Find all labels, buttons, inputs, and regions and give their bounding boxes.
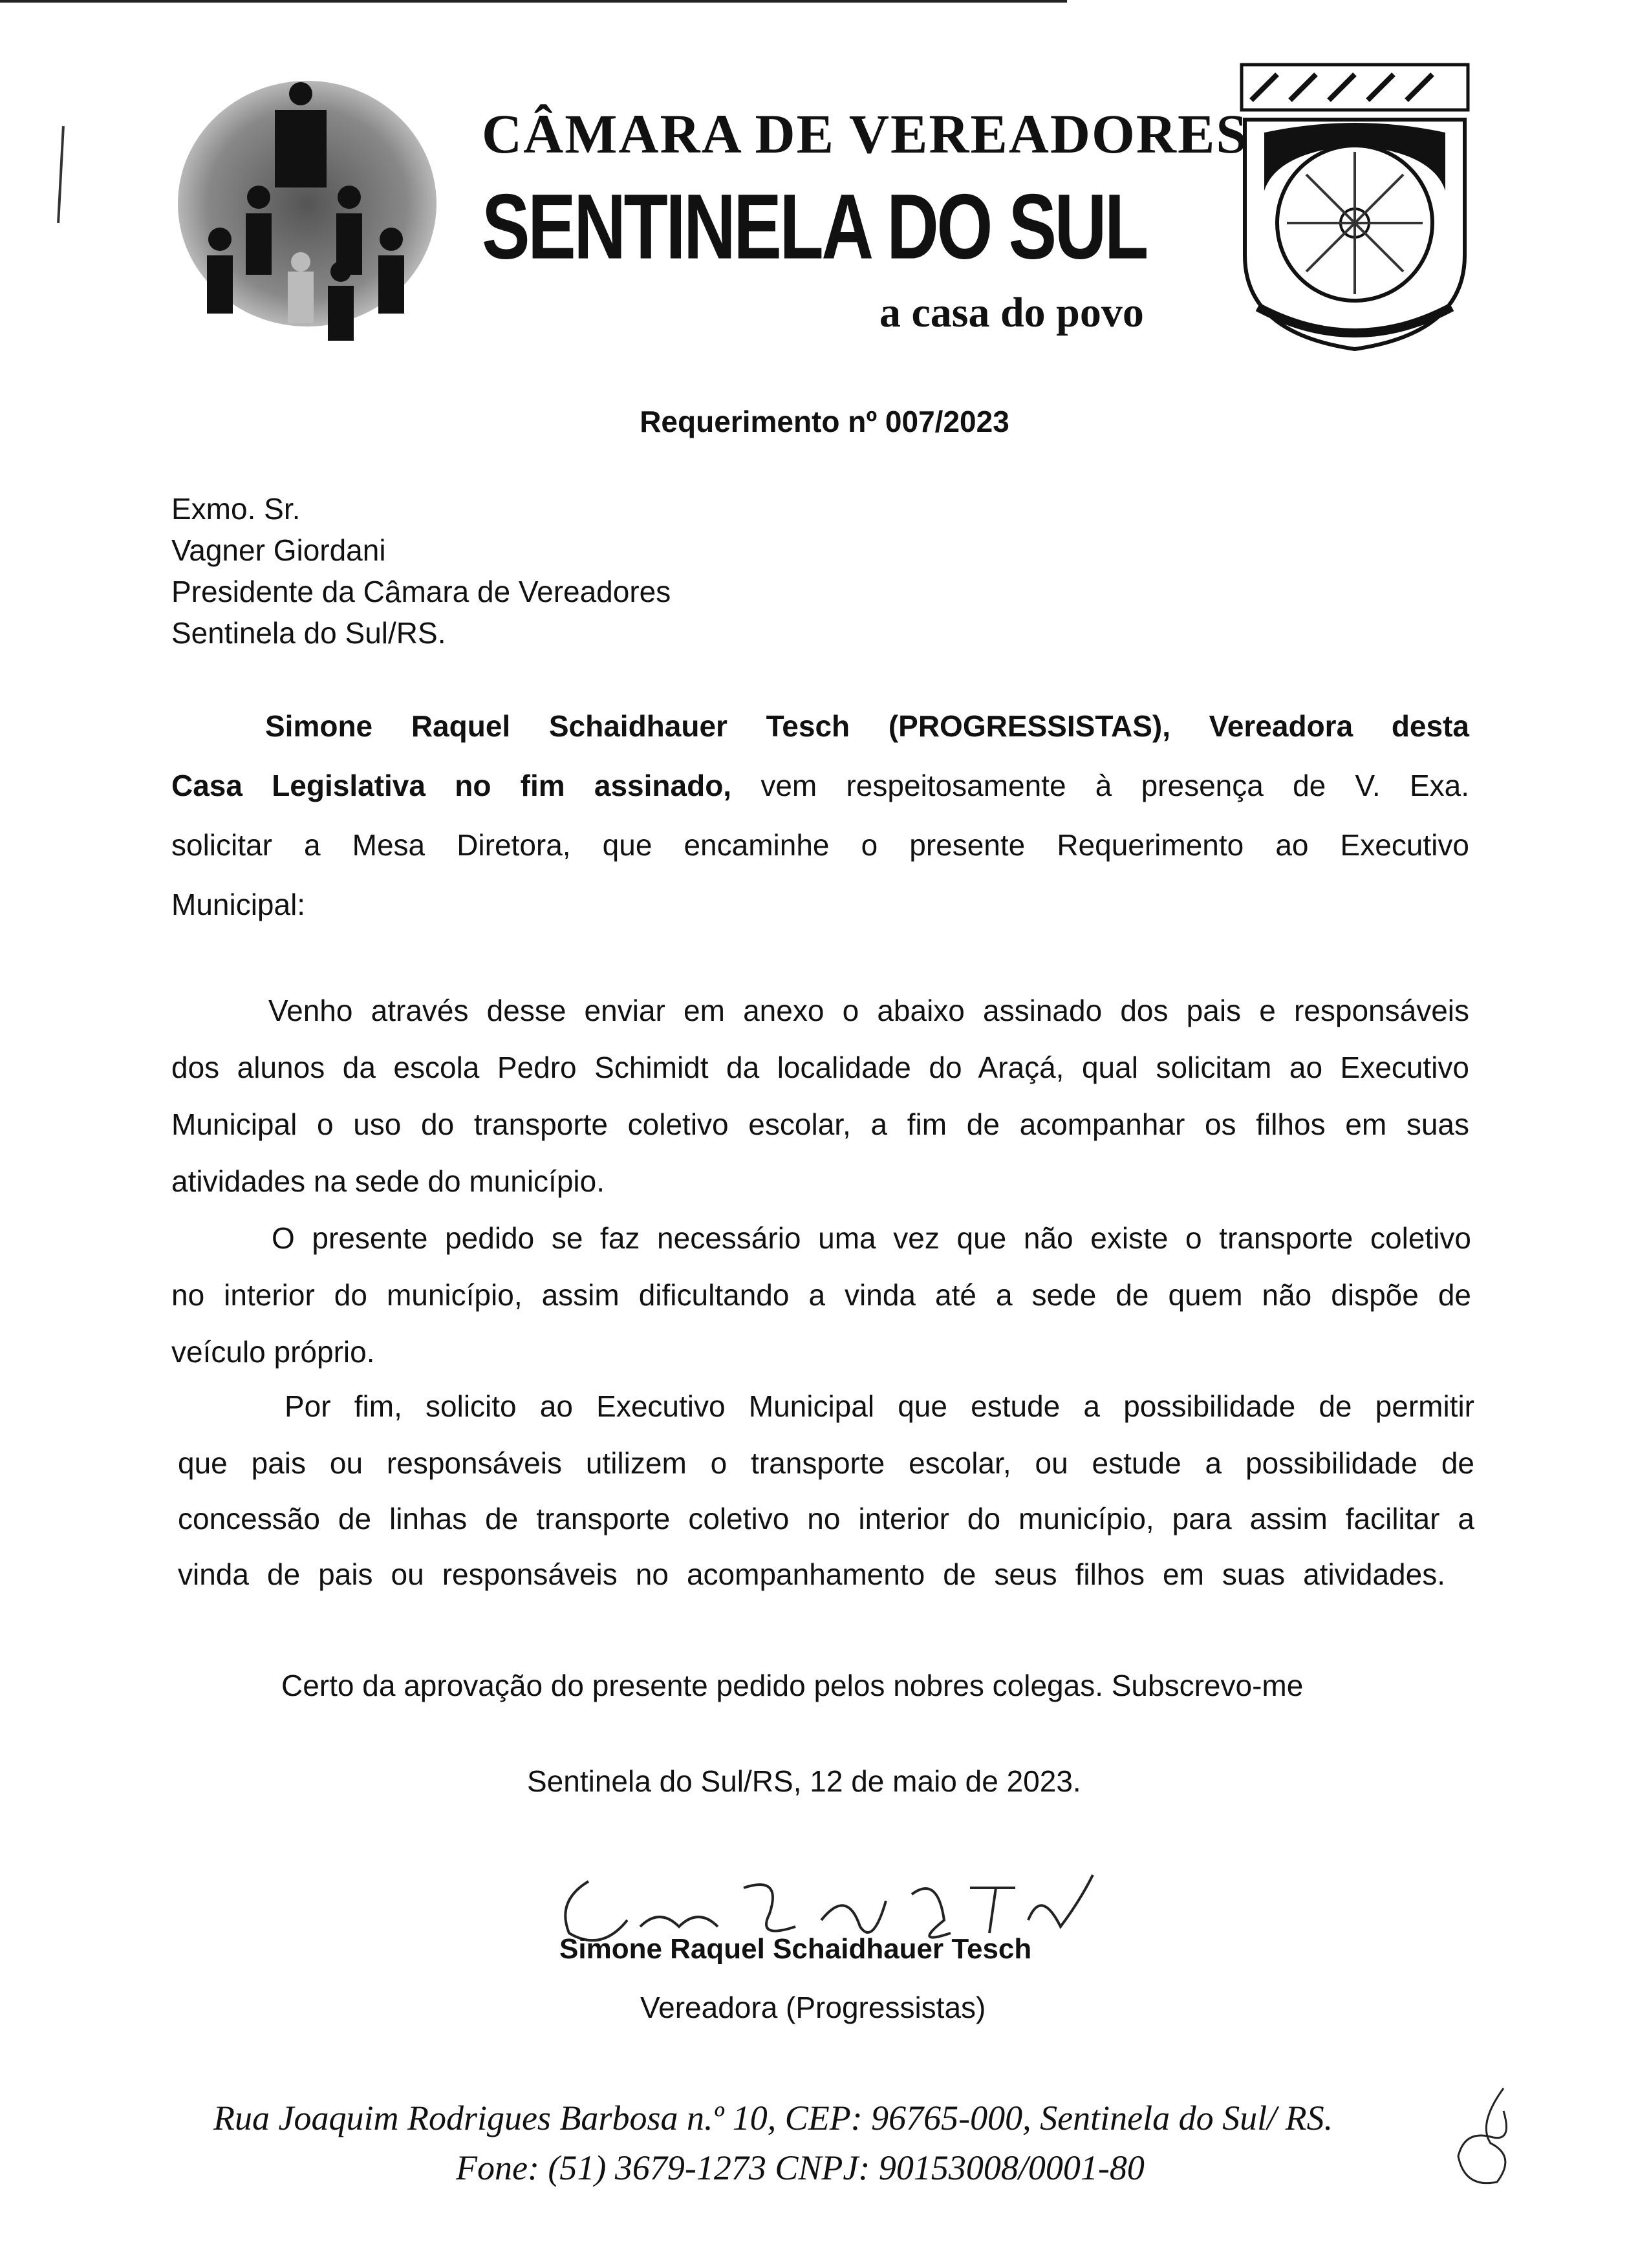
closing-line: Certo da aprovação do presente pedido pelos nobres colegas. Subscrevo-me — [281, 1669, 1304, 1702]
header-line2: SENTINELA DO SUL — [482, 174, 1147, 279]
footer-contact: Fone: (51) 3679-1273 CNPJ: 90153008/0001-80 — [456, 2148, 1145, 2187]
header-line1: CÂMARA DE VEREADORES — [482, 103, 1249, 165]
paragraph-line: Municipal: — [171, 888, 306, 921]
author-bold: Casa Legislativa no fim assinado, — [171, 769, 732, 802]
signatory-role: Vereadora (Progressistas) — [640, 1991, 986, 2024]
addressee-line: Sentinela do Sul/RS. — [171, 616, 446, 650]
municipal-crest — [1238, 61, 1471, 352]
paragraph-line — [265, 709, 1469, 744]
header-tagline: a casa do povo — [879, 289, 1144, 336]
chamber-logo — [171, 78, 443, 343]
addressee-line: Vagner Giordani — [171, 533, 386, 567]
author-bold: Simone Raquel Schaidhauer Tesch (PROGRESSISTAS), Vereadora desta — [265, 709, 1469, 743]
paragraph-line: solicitar a Mesa Diretora, que encaminhe o presente Requerimento ao Executivo — [171, 828, 1469, 862]
paragraph-line: no interior do município, assim dificultando a vinda até a sede de quem não dispõe de — [171, 1278, 1471, 1312]
paragraph-line: concessão de linhas de transporte coletivo no interior do município, para assim facilitar a — [178, 1502, 1474, 1535]
paragraph-line: que pais ou responsáveis utilizem o transporte escolar, ou estude a possibilidade de — [178, 1446, 1474, 1480]
text: vem respeitosamente à presença de V. Exa. — [731, 769, 1469, 802]
addressee-line: Exmo. Sr. — [171, 492, 301, 526]
paragraph-line: O presente pedido se faz necessário uma vez que não existe o transporte coletivo — [272, 1221, 1471, 1255]
paragraph-line: atividades na sede do município. — [171, 1164, 605, 1198]
footer-address: Rua Joaquim Rodrigues Barbosa n.º 10, CEP: 96765-000, Sentinela do Sul/ RS. — [213, 2099, 1333, 2137]
paragraph-line: Municipal o uso do transporte coletivo escolar, a fim de acompanhar os filhos em suas — [171, 1107, 1469, 1141]
paragraph-line: Venho através desse enviar em anexo o abaixo assinado dos pais e responsáveis — [268, 994, 1469, 1027]
initials-mark — [1452, 2085, 1523, 2195]
scan-border — [0, 0, 1067, 3]
scan-mark — [57, 126, 65, 223]
paragraph-line: veículo próprio. — [171, 1335, 375, 1369]
addressee-line: Presidente da Câmara de Vereadores — [171, 575, 671, 608]
paragraph-line: vinda de pais ou responsáveis no acompanhamento de seus filhos em suas atividades. — [178, 1557, 1445, 1591]
paragraph-line: Por fim, solicito ao Executivo Municipal que estude a possibilidade de permitir — [285, 1389, 1474, 1423]
document-title: Requerimento nº 007/2023 — [640, 405, 1009, 438]
paragraph-line — [171, 768, 1469, 803]
signatory-name: Simone Raquel Schaidhauer Tesch — [559, 1933, 1032, 1965]
date-line: Sentinela do Sul/RS, 12 de maio de 2023. — [527, 1764, 1081, 1798]
paragraph-line: dos alunos da escola Pedro Schimidt da localidade do Araçá, qual solicitam ao Executivo — [171, 1051, 1469, 1084]
